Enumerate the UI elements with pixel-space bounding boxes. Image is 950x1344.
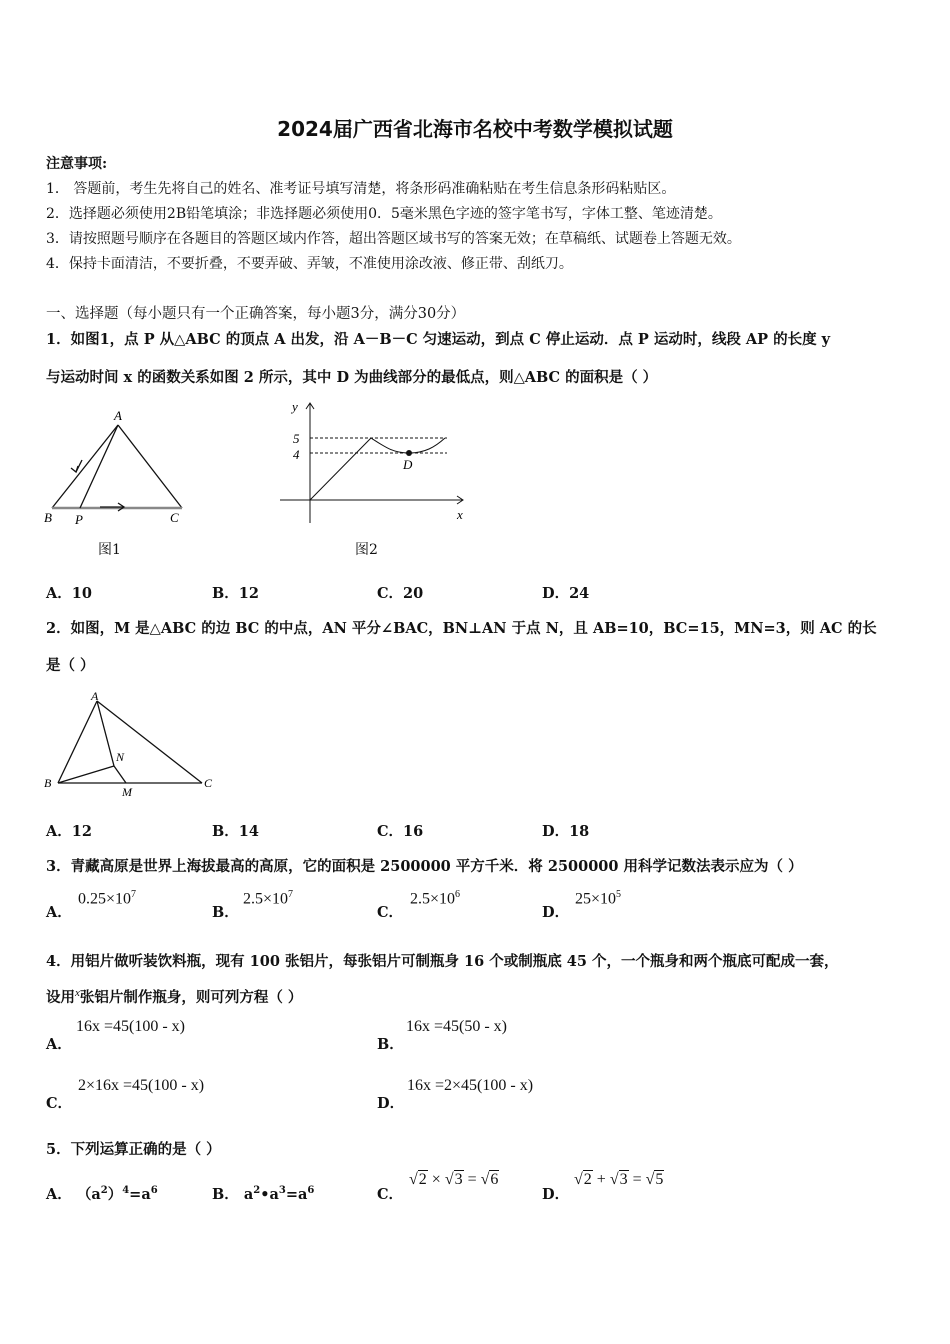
q1-text-line1: 1．如图1，点 P 从△ABC 的顶点 A 出发，沿 A－B－C 匀速运动，到点 C 停止运动．点 P 运动时，线段 AP 的长度 y: [46, 331, 831, 348]
q2-figure: [40, 688, 220, 800]
fig2-caption: 图2: [355, 542, 378, 558]
q3-option-c-value[interactable]: $2.5\times 10^6$: [410, 889, 461, 908]
q2-text-line2: 是（ ）: [46, 657, 95, 674]
q5-option-c-expr[interactable]: √2 × √3 = √6: [409, 1171, 499, 1188]
q1-text-line2: 与运动时间 x 的函数关系如图 2 所示，其中 D 为曲线部分的最低点，则△ABC 的面积是（ ）: [46, 369, 658, 386]
q1-option-d[interactable]: D．24: [542, 585, 590, 602]
q3-option-c-label[interactable]: C．: [377, 904, 404, 921]
fig1-caption: 图1: [98, 542, 121, 558]
q4-option-a-eq[interactable]: 16x =45(100 - x): [76, 1018, 186, 1035]
q2-option-a[interactable]: A．12: [46, 823, 92, 840]
q3-option-a-value[interactable]: $0.25\times 10^7$: [78, 889, 137, 908]
q3-option-b-label[interactable]: B．: [212, 904, 239, 921]
q3-option-b-value[interactable]: $2.5\times 10^7$: [243, 889, 294, 908]
q3-text: 3．青藏高原是世界上海拔最高的高原，它的面积是 2500000 平方千米．将 2500000 用科学记数法表示应为（ ）: [46, 858, 803, 875]
q4-text-line2: 设用$^x$张铝片制作瓶身，则可列方程（ ）: [46, 987, 303, 1006]
q5-option-b[interactable]: B． $a^2•a^3=a^6$: [212, 1185, 315, 1203]
q4-option-c-eq[interactable]: 2×16x =45(100 - x): [78, 1077, 205, 1094]
fig1-label-p: P: [75, 512, 83, 527]
q2-fig-label-b: B: [44, 776, 52, 790]
q5-option-a[interactable]: A． $(a^2)^4=a^6$: [46, 1185, 158, 1203]
q4-option-d-eq[interactable]: 16x =2×45(100 - x): [407, 1077, 534, 1094]
q2-fig-label-m: M: [122, 785, 132, 799]
q2-option-c[interactable]: C．16: [377, 823, 424, 840]
fig2-tick-4: 4: [293, 447, 300, 462]
q1-figure-2: [275, 395, 475, 530]
fig1-label-c: C: [170, 510, 179, 525]
q1-option-c[interactable]: C．20: [377, 585, 424, 602]
q2-text-line1: 2．如图，M 是△ABC 的边 BC 的中点，AN 平分∠BAC，BN⊥AN 于点 N，且 AB=10，BC=15，MN=3，则 AC 的长: [46, 620, 877, 637]
q2-fig-label-c: C: [204, 776, 213, 790]
q5-option-d-label[interactable]: D．: [542, 1186, 570, 1203]
q3-option-a-label[interactable]: A．: [46, 904, 72, 921]
fig2-label-x: x: [457, 507, 463, 522]
q4-option-a-label[interactable]: A．: [46, 1036, 72, 1053]
notice-item-4: 4．保持卡面清洁，不要折叠，不要弄破、弄皱，不准使用涂改液、修正带、刮纸刀。: [46, 256, 573, 272]
q3-option-d-value[interactable]: $25\times 10^5$: [575, 889, 622, 908]
fig1-label-b: B: [44, 510, 52, 525]
fig2-label-y: y: [292, 399, 298, 414]
notice-item-3: 3．请按照题号顺序在各题目的答题区域内作答，超出答题区域书写的答案无效；在草稿纸、试题卷上答题无效。: [46, 231, 741, 247]
q4-option-c-label[interactable]: C．: [46, 1095, 73, 1112]
q2-option-b[interactable]: B．14: [212, 823, 259, 840]
q4-option-b-label[interactable]: B．: [377, 1036, 404, 1053]
q2-option-d[interactable]: D．18: [542, 823, 590, 840]
fig2-label-d: D: [403, 457, 413, 472]
notice-item-1: 1． 答题前，考生先将自己的姓名、准考证号填写清楚，将条形码准确粘贴在考生信息条形码粘贴区。: [46, 181, 676, 197]
q4-text-line1: 4．用铝片做听装饮料瓶，现有 100 张铝片，每张铝片可制瓶身 16 个或制瓶底 45 个，一个瓶身和两个瓶底可配成一套，: [46, 953, 839, 970]
q2-fig-label-n: N: [116, 750, 125, 764]
q5-text: 5．下列运算正确的是（ ）: [46, 1141, 221, 1158]
q5-option-c-label[interactable]: C．: [377, 1186, 404, 1203]
q4-option-b-eq[interactable]: 16x =45(50 - x): [406, 1018, 508, 1035]
q3-option-d-label[interactable]: D．: [542, 904, 570, 921]
page-title: 2024届广西省北海市名校中考数学模拟试题: [277, 117, 673, 141]
q4-option-d-label[interactable]: D．: [377, 1095, 405, 1112]
q1-option-b[interactable]: B．12: [212, 585, 259, 602]
fig2-tick-5: 5: [293, 431, 300, 446]
q5-option-d-expr[interactable]: √2 + √3 = √5: [574, 1171, 664, 1188]
q2-fig-label-a: A: [91, 689, 99, 703]
notice-item-2: 2．选择题必须使用2B铅笔填涂；非选择题必须使用0．5毫米黑色字迹的签字笔书写，字体工整、笔迹清楚。: [46, 206, 722, 222]
q1-option-a[interactable]: A．10: [46, 585, 92, 602]
notice-heading: 注意事项:: [46, 156, 108, 172]
section-heading: 一、选择题（每小题只有一个正确答案，每小题3分，满分30分）: [46, 306, 466, 322]
fig1-label-a: A: [114, 408, 122, 423]
q1-figure-1: [40, 400, 200, 530]
